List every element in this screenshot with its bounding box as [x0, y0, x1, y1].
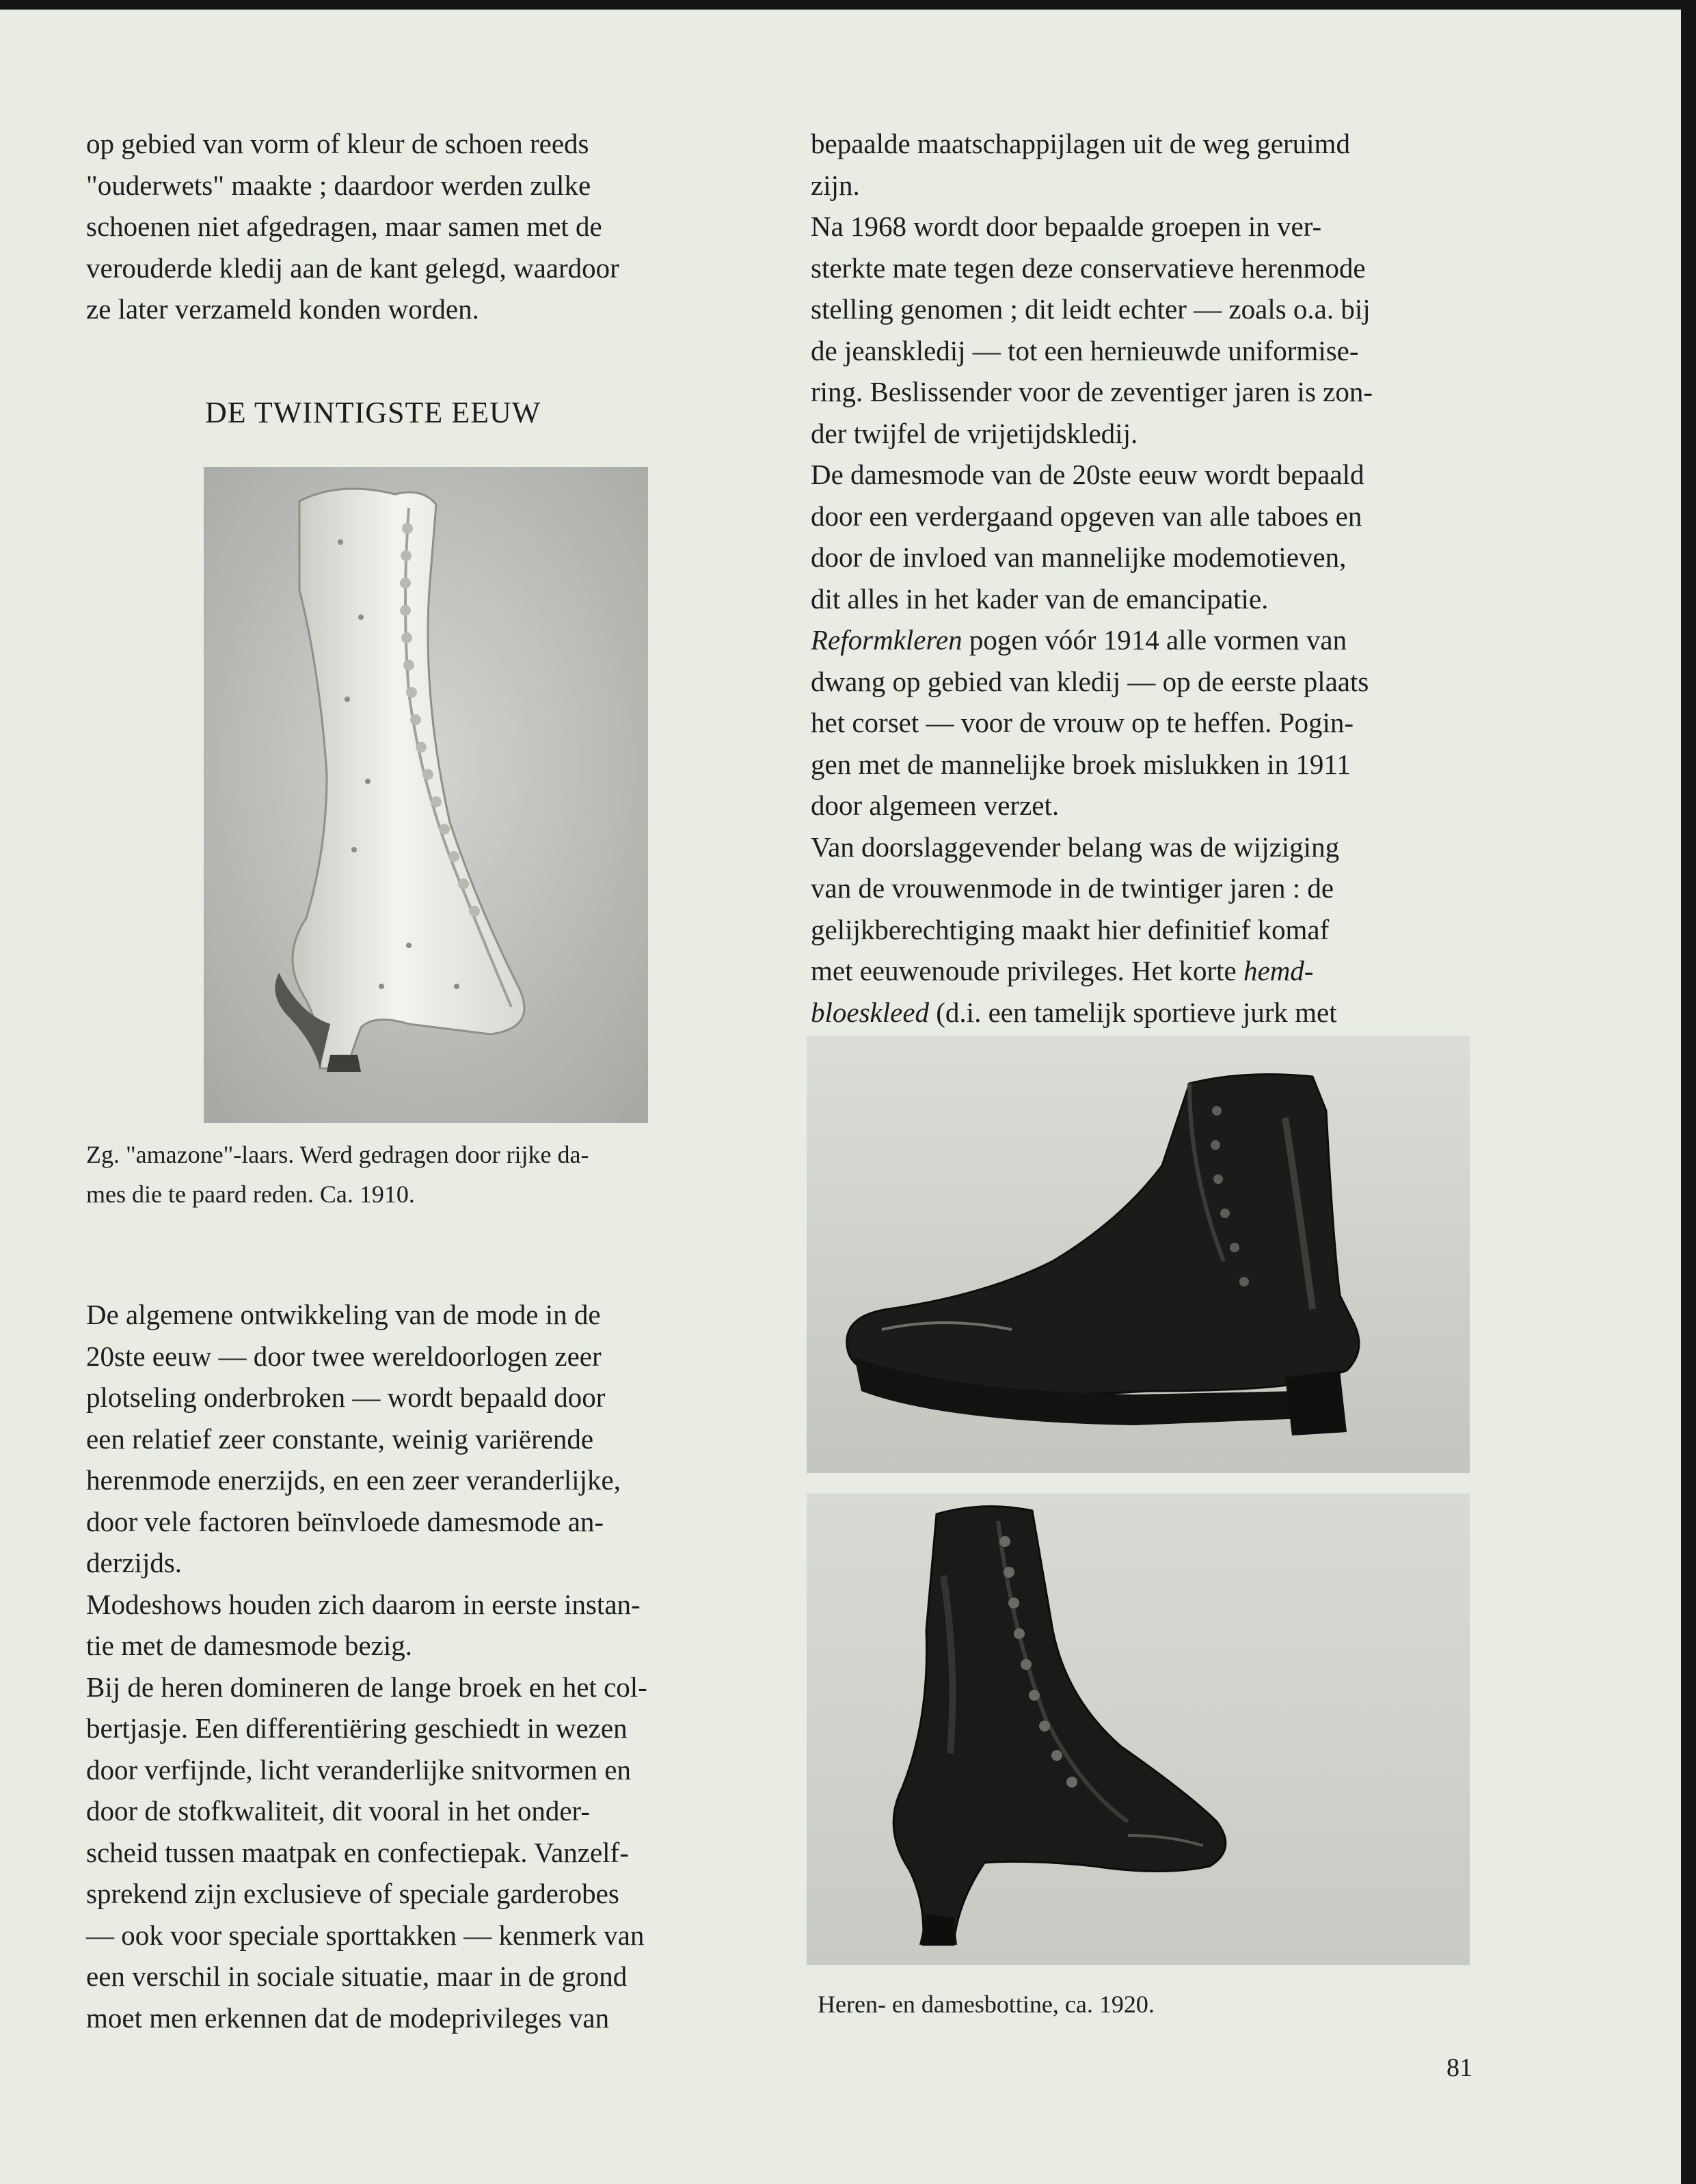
page-number: 81: [1446, 2053, 1472, 2082]
right-paragraph-start: bepaalde maatschappijlagen uit de weg geruimd zijn. Na 1968 wordt door bepaalde groepen in ver- sterkte mate tegen deze conservatieve herenmode stelling genomen ; dit leidt echter — zoals o.a. bij de jeanskledij — tot een hernieuwde uniformise- ring. Beslissender voor de zeventiger jaren is zon- der twijfel de vrijetijdskledij. De damesmode van de 20ste eeuw wordt bepaald door een verdergaand opgeven van alle taboes en door de invloed van mannelijke modemotieven, dit alles in het kader van de emancipatie.: [811, 128, 1373, 615]
section-heading: DE TWINTIGSTE EEUW: [205, 396, 541, 429]
hemdbloeskleed-term: hemd- bloeskleed: [811, 955, 1314, 1028]
right-border: [1681, 0, 1696, 2184]
left-top-paragraph: op gebied van vorm of kleur de schoen reeds "ouderwets" maakte ; daardoor werden zulke schoenen niet afgedragen, maar samen met de verouderde kledij aan de kant gelegd, waardoor ze later verzameld konden worden.: [86, 128, 619, 325]
left-bottom-paragraph: De algemene ontwikkeling van de mode in de 20ste eeuw — door twee wereldoorlogen zeer plotseling onderbroken — wordt bepaald door een relatief zeer constante, weinig variërende herenmode enerzijds, en een zeer veranderlijke, door vele factoren beïnvloede damesmode an- derzijds. Modeshows houden zich daarom in eerste instan- tie met de damesmode bezig. Bij de heren domineren de lange broek en het col- bertjasje. Een differentiëring geschiedt in wezen door verfijnde, licht veranderlijke snitvormen en door de stofkwaliteit, dit vooral in het onder- scheid tussen maatpak en confectiepak. Vanzelf- sprekend zijn exclusieve of speciale garderobes — ook voor speciale sporttakken — kenmerk van een verschil in sociale situatie, maar in de grond moet men erkennen dat de modeprivileges van: [86, 1299, 647, 2034]
amazone-boot-caption: Zg. "amazone"-laars. Werd gedragen door rijke da- mes die te paard reden. Ca. 1910.: [86, 1141, 589, 1208]
bottine-caption: Heren- en damesbottine, ca. 1920.: [818, 1991, 1155, 2018]
mens-bottine-photo: [807, 1036, 1470, 1473]
right-paragraph-reform: pogen vóór 1914 alle vormen van dwang op gebied van kledij — op de eerste plaats het corset — voor de vrouw op te heffen. Pogin- gen met de mannelijke broek mislukken in 1911 door algemeen verzet. Van doorslaggevender belang was de wijziging van de vrouwenmode in de twintiger jaren : de gelijkberechtiging maakt hier definitief komaf met eeuwenoude privileges. Het korte: [811, 624, 1369, 986]
right-paragraph-end: (d.i. een tamelijk sportieve jurk met: [929, 996, 1337, 1028]
top-border: [0, 0, 1696, 10]
reformkleren-term: Reformkleren: [811, 624, 963, 656]
right-column-paragraph: [811, 123, 1472, 1033]
womens-bottine-photo: [807, 1494, 1470, 1965]
amazone-boot-photo: [204, 467, 648, 1123]
